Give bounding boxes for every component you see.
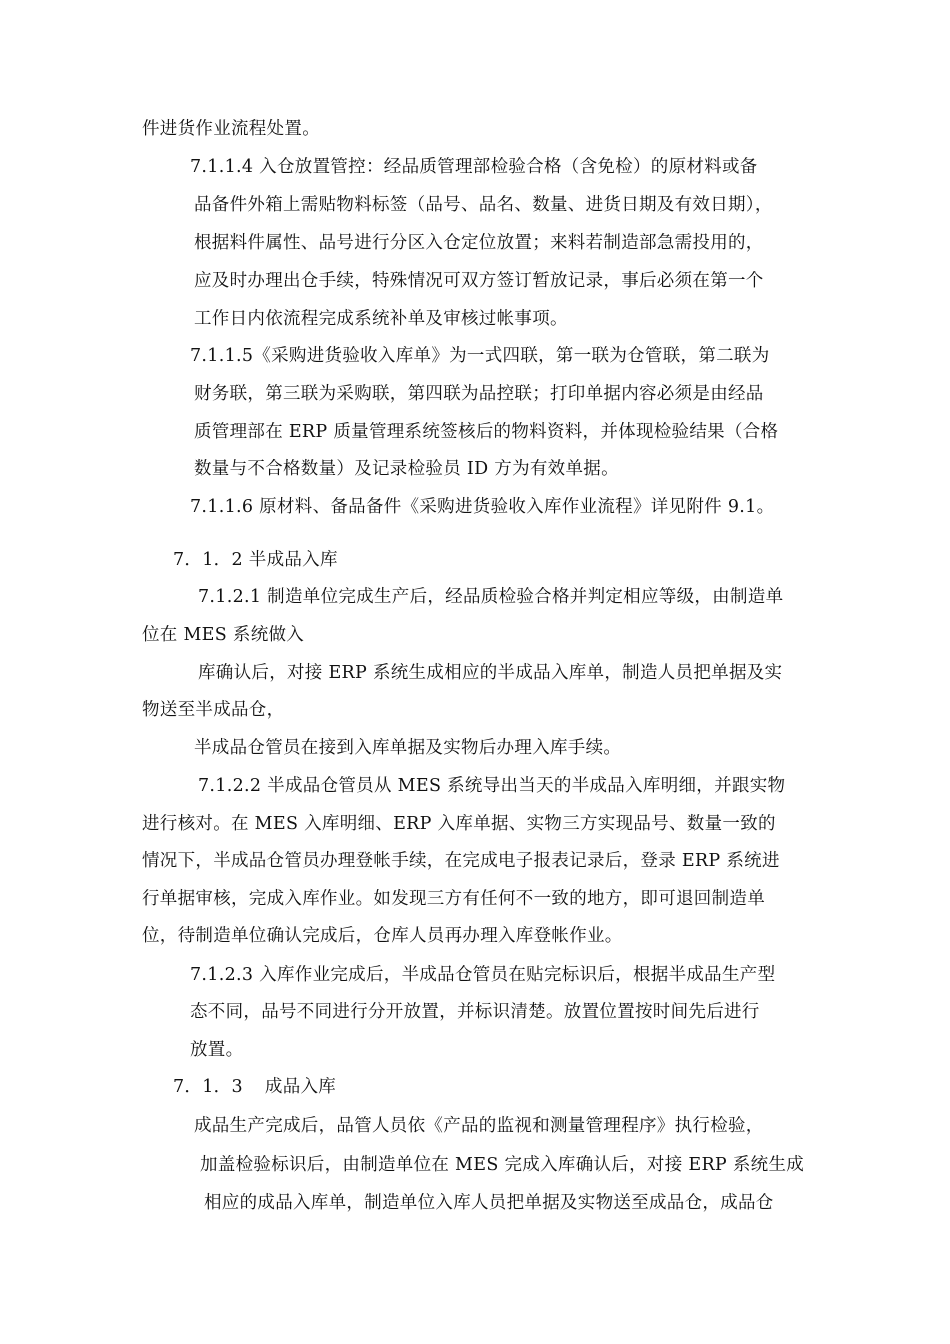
text-line: 数量与不合格数量）及记录检验员 ID 方为有效单据。 (194, 459, 619, 479)
text-line: 7.1.1.4 入仓放置管控：经品质管理部检验合格（含免检）的原材料或备 (190, 157, 758, 177)
text-line: 库确认后，对接 ERP 系统生成相应的半成品入库单，制造人员把单据及实 (198, 663, 783, 683)
text-line: 加盖检验标识后，由制造单位在 MES 完成入库确认后，对接 ERP 系统生成 (200, 1155, 805, 1175)
text-line: 7.1.2.1 制造单位完成生产后，经品质检验合格并判定相应等级，由制造单 (198, 587, 784, 607)
text-line: 品备件外箱上需贴物料标签（品号、品名、数量、进货日期及有效日期）， (194, 195, 773, 215)
text-line: 放置。 (190, 1040, 244, 1060)
text-line: 半成品仓管员在接到入库单据及实物后办理入库手续。 (194, 738, 622, 758)
text-line: 质管理部在 ERP 质量管理系统签核后的物料资料，并体现检验结果（合格 (194, 422, 779, 442)
text-line: 行单据审核，完成入库作业。如发现三方有任何不一致的地方，即可退回制造单 (142, 889, 765, 909)
text-line: 位，待制造单位确认完成后，仓库人员再办理入库登帐作业。 (142, 926, 623, 946)
text-line: 应及时办理出仓手续，特殊情况可双方签订暂放记录，事后必须在第一个 (194, 271, 764, 291)
text-line: 位在 MES 系统做入 (142, 625, 305, 645)
text-line: 件进货作业流程处置。 (142, 119, 320, 139)
text-line: 工作日内依流程完成系统补单及审核过帐事项。 (194, 309, 568, 329)
heading-title: 成品入库 (264, 1077, 337, 1097)
text-line: 相应的成品入库单，制造单位入库人员把单据及实物送至成品仓，成品仓 (204, 1193, 774, 1213)
text-line: 根据料件属性、品号进行分区入仓定位放置；来料若制造部急需投用的， (194, 233, 764, 253)
text-line: 7.1.1.5《采购进货验收入库单》为一式四联，第一联为仓管联，第二联为 (190, 346, 770, 366)
section-heading: 7．1．2 半成品入库 (173, 550, 338, 570)
text-line: 成品生产完成后，品管人员依《产品的监视和测量管理程序》执行检验， (194, 1116, 764, 1136)
text-line: 7.1.2.2 半成品仓管员从 MES 系统导出当天的半成品入库明细，并跟实物 (198, 776, 786, 796)
heading-number: 7．1．3 (173, 1077, 243, 1097)
text-line: 态不同，品号不同进行分开放置，并标识清楚。放置位置按时间先后进行 (190, 1002, 760, 1022)
text-line: 进行核对。在 MES 入库明细、ERP 入库单据、实物三方实现品号、数量一致的 (142, 814, 776, 834)
text-line: 7.1.2.3 入库作业完成后，半成品仓管员在贴完标识后，根据半成品生产型 (190, 965, 776, 985)
text-line: 财务联，第三联为采购联，第四联为品控联；打印单据内容必须是由经品 (194, 384, 764, 404)
text-line: 7.1.1.6 原材料、备品备件《采购进货验收入库作业流程》详见附件 9.1。 (190, 497, 775, 517)
section-heading (173, 1074, 336, 1100)
text-line: 情况下，半成品仓管员办理登帐手续，在完成电子报表记录后，登录 ERP 系统进 (142, 851, 780, 871)
text-line: 物送至半成品仓， (142, 700, 285, 720)
